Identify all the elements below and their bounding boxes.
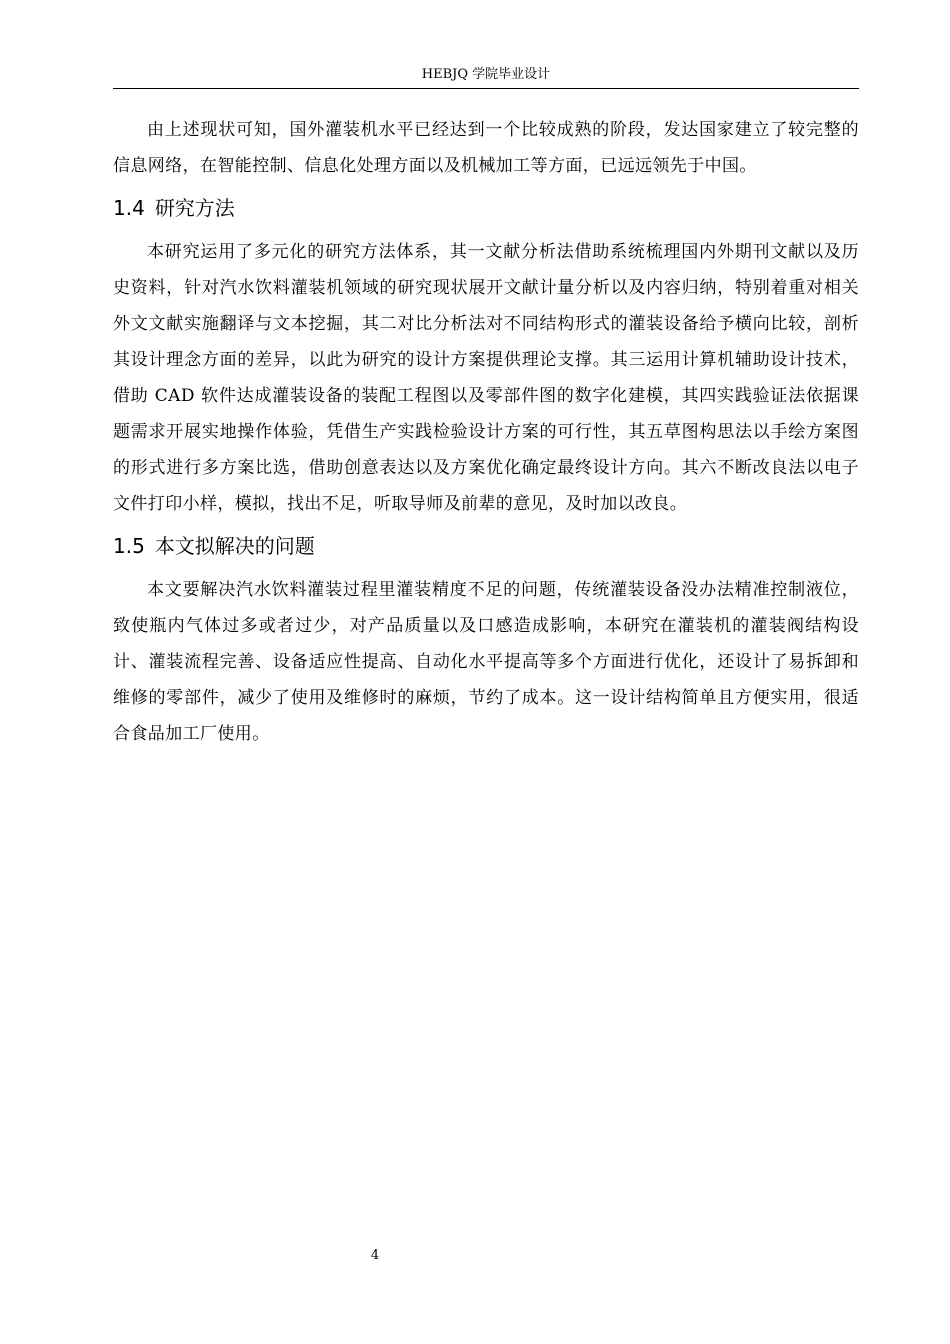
section-title: 本文拟解决的问题 xyxy=(154,534,315,558)
page-number: 4 xyxy=(370,1248,380,1263)
research-methods-paragraph: 本研究运用了多元化的研究方法体系，其一文献分析法借助系统梳理国内外期刊文献以及历史资料，针对汽水饮料灌装机领域的研究现状展开文献计量分析以及内容归纳，特别着重对相关外文文献实施翻译与文本挖掘，其二对比分析法对不同结构形式的灌装设备给予横向比较，剖析其设计理念方面的差异，以此为研究的设计方案提供理论支撑。其三运用计算机辅助设计技术，借助 CAD 软件达成灌装设备的装配工程图以及零部件图的数字化建模，其四实践验证法依据课题需求开展实地操作体验，凭借生产实践检验设计方案的可行性，其五草图构思法以手绘方案图的形式进行多方案比选，借助创意表达以及方案优化确定最终设计方向。其六不断改良法以电子文件打印小样，模拟，找出不足，听取导师及前辈的意见，及时加以改良。 xyxy=(113,242,859,514)
page-header xyxy=(113,66,859,89)
section-heading-1-4 xyxy=(113,194,859,222)
header-title: HEBJQ 学院毕业设计 xyxy=(421,67,551,82)
section-heading-1-5 xyxy=(113,532,859,560)
problems-paragraph: 本文要解决汽水饮料灌装过程里灌装精度不足的问题，传统灌装设备没办法精准控制液位，致使瓶内气体过多或者过少，对产品质量以及口感造成影响，本研究在灌装机的灌装阀结构设计、灌装流程完善、设备适应性提高、自动化水平提高等多个方面进行优化，还设计了易拆卸和维修的零部件，减少了使用及维修时的麻烦，节约了成本。这一设计结构简单且方便实用，很适合食品加工厂使用。 xyxy=(113,580,859,744)
section-title: 研究方法 xyxy=(154,196,235,220)
document-body xyxy=(113,112,859,752)
intro-paragraph: 由上述现状可知，国外灌装机水平已经达到一个比较成熟的阶段，发达国家建立了较完整的信息网络，在智能控制、信息化处理方面以及机械加工等方面，已远远领先于中国。 xyxy=(113,120,859,176)
section-number: 1.4 xyxy=(113,196,145,220)
section-number: 1.5 xyxy=(113,534,145,558)
